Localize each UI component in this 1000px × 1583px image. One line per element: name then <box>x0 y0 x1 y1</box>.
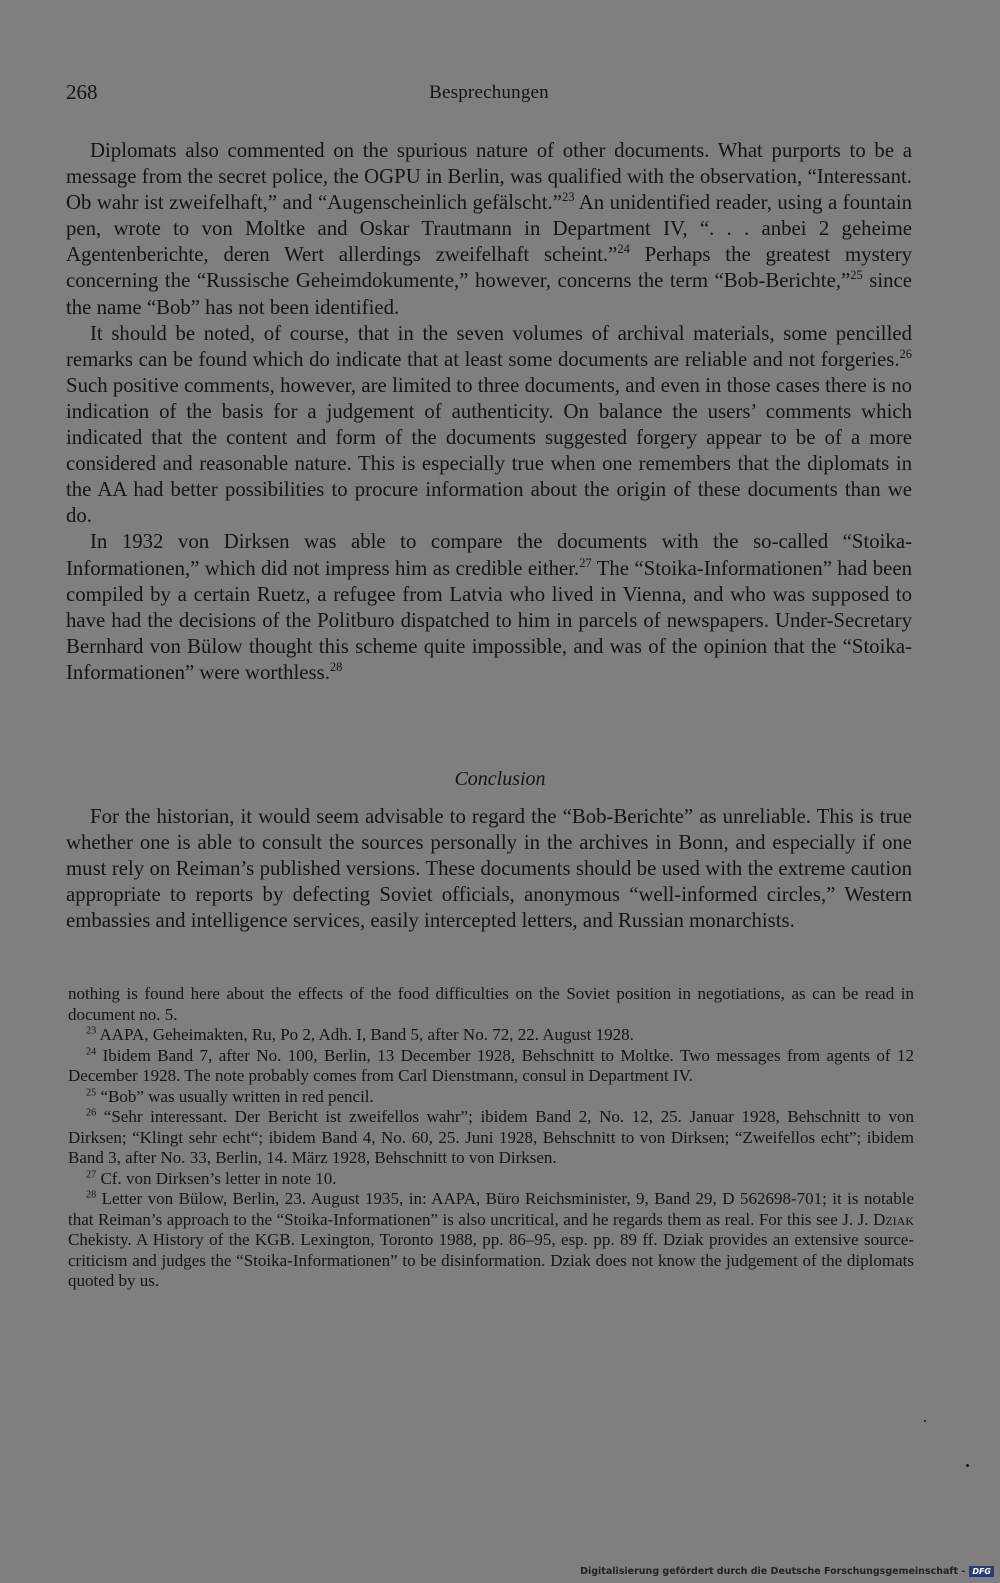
paragraph: For the historian, it would seem advisable to regard the “Bob-Berichte” as unreliable. This is true whether one is able to consult the sources personally in the archives in Bonn, and especially if one must rely on Reiman’s published versions. These documents should be used with the extreme caution appropriate to reports by defecting Soviet officials, anonymous “well-informed circles,” Western embassies and intelligence services, easily intercepted letters, and Russian monarchists. <box>66 805 912 933</box>
footnote-26: $^{26}$ “Sehr interessant. Der Bericht ist zweifellos wahr”; ibidem Band 2, No. 12, 25. Januar 1928, Behschnitt to von Dirksen; “Klingt sehr echt“; ibidem Band 4, No. 60, 25. Juni 1928, Behschnitt to von Dirksen; “Zweifellos echt”; ibidem Band 3, after No. 33, Berlin, 14. März 1928, Behschnitt to von Dirksen. <box>68 1107 914 1167</box>
footnote-25: $^{25}$ “Bob” was usually written in red pencil. <box>86 1086 374 1106</box>
running-head: Besprechungen <box>429 82 549 103</box>
section-heading: Conclusion <box>454 768 546 790</box>
page-header <box>66 80 912 110</box>
footnote-ref[interactable]: 27 <box>579 555 592 570</box>
footnotes <box>68 984 914 1292</box>
paragraph: In 1932 von Dirksen was able to compare the documents with the so-called “Stoika-Informationen,” which did not impress him as credible either.$^{27}$ The “Stoika-Informationen” had been compiled by a certain Ruetz, a refugee from Latvia who lived in Vienna, and who was supposed to have had the decisions of the Politburo dispatched to him in parcels of newspapers. Under-Secretary Bernhard von Bülow thought this scheme quite impossible, and was of the opinion that the “Stoika-Informationen” were worthless.$^{28}$ <box>66 530 912 684</box>
footnote-number: 26 <box>86 1107 97 1119</box>
footnote-number: 24 <box>86 1045 97 1057</box>
paragraph: It should be noted, of course, that in the seven volumes of archival materials, some pencilled remarks can be found which do indicate that at least some documents are reliable and not forgeries.$^{26}$ Such positive comments, however, are limited to three documents, and even in those cases there is no indication of the basis for a judgement of authenticity. On balance the users’ comments which indicated that the content and form of the documents suggested forgery appear to be of a more considered and reasonable nature. This is especially true when one remembers that the diplomats in the AA had better possibilities to procure information about the origin of these documents than we do. <box>66 321 912 528</box>
footnote-27: $^{27}$ Cf. von Dirksen’s letter in note 10. <box>86 1168 337 1188</box>
footnote-ref[interactable]: 25 <box>850 268 863 283</box>
footnote-ref[interactable]: 26 <box>899 346 912 361</box>
credit-text: Digitalisierung gefördert durch die Deutsche Forschungsgemeinschaft - <box>580 1565 966 1577</box>
dfg-logo: DFG <box>969 1566 994 1577</box>
scan-speck <box>966 1464 969 1467</box>
footnote-24: $^{24}$ Ibidem Band 7, after No. 100, Berlin, 13 December 1928, Behschnitt to Moltke. Two messages from agents of 12 December 1928. The note probably comes from Carl Dienstmann, consul in Department IV. <box>68 1045 914 1085</box>
footnote-number: 27 <box>86 1168 97 1180</box>
footnote-ref[interactable]: 28 <box>329 659 343 674</box>
scan-speck <box>924 1420 926 1422</box>
footnote-number: 25 <box>86 1086 97 1098</box>
footnote-23: $^{23}$ AAPA, Geheimakten, Ru, Po 2, Adh. I, Band 5, after No. 72, 22. August 1928. <box>86 1025 634 1044</box>
author-name: Dziak <box>873 1209 914 1229</box>
footnote-continuation: nothing is found here about the effects of the food difficulties on the Soviet position in negotiations, as can be read in document no. 5. <box>68 984 914 1024</box>
footnote-28: $^{28}$ Letter von Bülow, Berlin, 23. August 1935, in: AAPA, Büro Reichsminister, 9, Band 29, D 562698-701; it is notable that Reiman’s approach to the “Stoika-Informationen” is also uncritical, and he regards them as real. For this see J. J. Dziak Chekisty. A History of the KGB. Lexington, Toronto 1988, pp. 86–95, esp. pp. 89 ff. Dziak provides an extensive source-criticism and judges the “Stoika-Informationen” to be disinformation. Dziak does not know the judgement of the diplomats quoted by us. <box>68 1189 914 1290</box>
conclusion-text <box>66 804 912 934</box>
page-number: 268 <box>66 80 98 104</box>
paragraph: Diplomats also commented on the spurious nature of other documents. What purports to be a message from the secret police, the OGPU in Berlin, was qualified with the observation, “Interessant. Ob wahr ist zweifelhaft,” and “Augenscheinlich gefälscht.”$^{23}$ An unidentified reader, using a fountain pen, wrote to von Moltke and Oskar Trautmann in Department IV, “. . . anbei 2 geheime Agentenberichte, deren Wert allerdings zweifelhaft scheint.”$^{24}$ Perhaps the greatest mystery concerning the “Russische Geheimdokumente,” however, concerns the term “Bob-Berichte,”$^{25}$ since the name “Bob” has not been identified. <box>66 139 913 319</box>
footnote-number: 23 <box>86 1025 97 1037</box>
footnote-ref[interactable]: 23 <box>561 190 575 205</box>
body-text <box>66 138 912 686</box>
digitization-credit <box>580 1563 994 1579</box>
footnote-ref[interactable]: 24 <box>617 242 630 257</box>
footnote-number: 28 <box>86 1189 97 1201</box>
